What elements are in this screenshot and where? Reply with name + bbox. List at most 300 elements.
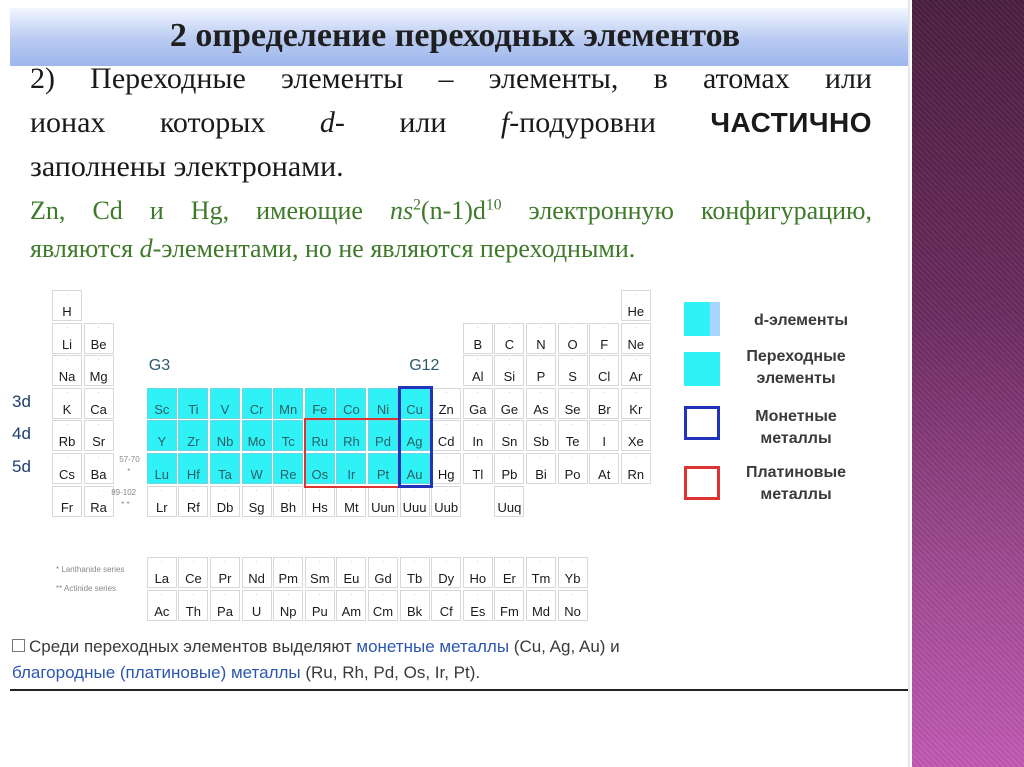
element-number-mark: · <box>255 422 258 429</box>
ac-range: 89-102 <box>111 487 137 497</box>
element-symbol: Sc <box>154 401 170 417</box>
element-number-mark: · <box>287 389 290 396</box>
element-as <box>526 388 556 419</box>
coin-metals-frame <box>398 386 434 488</box>
element-symbol: Rn <box>627 467 645 482</box>
element-number-mark: · <box>192 487 195 494</box>
element-symbol: P <box>536 369 546 385</box>
element-number-mark: · <box>508 591 511 598</box>
element-symbol: N <box>536 336 546 352</box>
element-number-mark: · <box>413 591 416 598</box>
element-number-mark: · <box>634 422 637 429</box>
element-v <box>210 388 240 419</box>
element-np <box>273 590 303 621</box>
element-sc <box>147 388 177 419</box>
element-number-mark: · <box>255 389 258 396</box>
element-nd <box>242 557 272 588</box>
element-symbol: Uuu <box>402 499 427 515</box>
exception-text-4: -элементами, но не являются переходными. <box>152 234 636 263</box>
element-number-mark: · <box>508 324 511 331</box>
legend-swatch-transition <box>684 352 720 386</box>
element-symbol: Gd <box>374 571 392 587</box>
element-symbol: Mn <box>279 401 298 417</box>
element-i <box>589 420 619 451</box>
element-number-mark: · <box>540 455 542 461</box>
element-ar <box>621 355 651 386</box>
element-number-mark: · <box>476 357 479 364</box>
element-symbol: Ho <box>469 571 487 587</box>
element-number-mark: · <box>603 324 606 331</box>
element-number-mark: · <box>413 559 416 566</box>
element-number-mark: · <box>540 389 542 396</box>
element-symbol: Cf <box>439 603 453 619</box>
element-cm <box>368 590 398 621</box>
element-symbol: Os <box>311 467 329 482</box>
element-symbol: Y <box>157 434 167 450</box>
element-ni <box>368 388 398 419</box>
element-number-mark: · <box>160 422 163 429</box>
element-symbol: Cu <box>406 401 423 417</box>
element-symbol: He <box>627 304 645 319</box>
element-se <box>558 388 588 419</box>
element-symbol: W <box>250 467 263 482</box>
element-fr <box>52 486 82 517</box>
element-rn <box>621 453 651 484</box>
element-ca <box>84 388 114 419</box>
element-xe <box>621 420 651 451</box>
element-p <box>526 355 556 386</box>
element-symbol: F <box>600 336 609 352</box>
element-hf <box>178 453 208 484</box>
element-number-mark: · <box>382 389 384 396</box>
element-number-mark: · <box>413 455 416 461</box>
element-number-mark: · <box>540 357 542 364</box>
element-symbol: Ta <box>218 467 232 482</box>
element-number-mark: · <box>350 559 353 566</box>
element-number-mark: · <box>255 487 258 494</box>
element-pr <box>210 557 240 588</box>
element-symbol: Es <box>470 603 486 619</box>
element-symbol: Kr <box>629 401 643 417</box>
element-number-mark: · <box>571 389 574 396</box>
element-c <box>494 323 524 354</box>
element-pu <box>305 590 335 621</box>
decorative-sidebar <box>912 0 1024 767</box>
element-ac <box>147 590 177 621</box>
element-h <box>52 290 82 321</box>
legend-swatch-d-elements <box>684 302 720 336</box>
element-number-mark: · <box>350 389 353 396</box>
element-symbol: Sr <box>92 434 106 450</box>
element-number-mark: · <box>445 487 448 494</box>
element-symbol: Pa <box>217 603 233 619</box>
element-symbol: I <box>602 434 606 450</box>
element-number-mark: · <box>508 389 511 396</box>
element-li <box>52 323 82 354</box>
element-number-mark: · <box>97 487 100 494</box>
ns-italic: ns <box>390 196 414 225</box>
element-ge <box>494 388 524 419</box>
element-symbol: Pu <box>311 603 328 619</box>
element-tl <box>463 453 493 484</box>
element-number-mark: · <box>160 455 163 461</box>
element-cr <box>242 388 272 419</box>
partially-bold: ЧАСТИЧНО <box>710 107 872 138</box>
element-number-mark: · <box>224 422 226 429</box>
definition-line-1 <box>30 64 872 94</box>
element-number-mark: · <box>508 559 511 566</box>
note-text-2: (Cu, Ag, Au) и <box>509 637 620 656</box>
element-pb <box>494 453 524 484</box>
element-symbol: Pd <box>375 434 391 450</box>
element-symbol: Zr <box>187 434 200 450</box>
element-symbol: Rh <box>343 434 360 450</box>
element-symbol: Pr <box>218 571 232 587</box>
element-uuu <box>400 486 430 517</box>
element-number-mark: · <box>224 487 226 494</box>
element-number-mark: · <box>318 591 321 598</box>
element-number-mark: · <box>540 591 542 598</box>
element-number-mark: · <box>382 591 384 598</box>
element-number-mark: · <box>476 389 479 396</box>
element-te <box>558 420 588 451</box>
element-number-mark: · <box>318 389 321 396</box>
element-symbol: Ge <box>500 401 519 417</box>
element-symbol: Cr <box>249 401 264 417</box>
exception-text-1: Zn, Cd и Hg, имеющие <box>30 196 390 225</box>
element-number-mark: · <box>66 357 68 364</box>
note-text-3: (Ru, Rh, Pd, Os, Ir, Pt). <box>300 663 481 682</box>
element-number-mark: · <box>160 559 163 566</box>
element-symbol: Tl <box>472 467 484 482</box>
element-symbol: Fr <box>60 499 74 515</box>
element-number-mark: · <box>413 389 416 396</box>
element-symbol: Ga <box>469 401 487 417</box>
element-sm <box>305 557 335 588</box>
note-noble-metals: благородные (платиновые) металлы <box>12 663 301 682</box>
element-symbol: Yb <box>564 571 581 587</box>
element-er <box>494 557 524 588</box>
element-number-mark: · <box>224 455 226 461</box>
element-number-mark: · <box>508 487 511 494</box>
element-symbol: Ne <box>627 336 645 352</box>
element-symbol: Th <box>185 603 201 619</box>
element-number-mark: · <box>255 591 258 598</box>
element-symbol: No <box>564 603 581 619</box>
element-symbol: Ce <box>185 571 202 587</box>
element-symbol: Md <box>531 603 551 619</box>
element-la <box>147 557 177 588</box>
element-symbol: Hs <box>311 499 328 515</box>
element-symbol: In <box>472 434 484 450</box>
element-db <box>210 486 240 517</box>
element-symbol: Si <box>503 369 516 385</box>
element-uub <box>431 486 461 517</box>
element-symbol: Ag <box>406 434 423 450</box>
element-symbol: La <box>154 571 170 587</box>
element-si <box>494 355 524 386</box>
element-symbol: H <box>62 304 72 319</box>
element-cs <box>52 453 82 484</box>
element-dy <box>431 557 461 588</box>
element-symbol: Bi <box>535 467 547 482</box>
element-number-mark: · <box>571 357 574 364</box>
element-am <box>336 590 366 621</box>
element-number-mark: · <box>318 455 321 461</box>
element-symbol: Dy <box>438 571 455 587</box>
element-zn <box>431 388 461 419</box>
element-symbol: K <box>62 401 72 417</box>
f-italic: f <box>500 106 510 139</box>
element-symbol: Bh <box>280 499 297 515</box>
element-number-mark: · <box>634 292 637 298</box>
element-symbol: Nd <box>248 571 265 587</box>
element-no <box>558 590 588 621</box>
element-sb <box>526 420 556 451</box>
element-number-mark: · <box>571 455 574 461</box>
element-symbol: Re <box>279 467 297 482</box>
element-symbol: Li <box>61 336 73 352</box>
element-he <box>621 290 651 321</box>
element-tb <box>400 557 430 588</box>
element-number-mark: · <box>476 559 479 566</box>
element-tc <box>273 420 303 451</box>
element-yb <box>558 557 588 588</box>
element-symbol: Hg <box>437 467 455 482</box>
element-bi <box>526 453 556 484</box>
note-coin-metals: монетные металлы <box>356 637 510 656</box>
element-number-mark: · <box>192 422 195 429</box>
element-kr <box>621 388 651 419</box>
legend-label-platinum: Платиновые металлы <box>745 464 847 503</box>
element-number-mark: · <box>224 559 226 566</box>
element-bk <box>400 590 430 621</box>
element-symbol: Rb <box>58 434 76 450</box>
element-cl <box>589 355 619 386</box>
element-ta <box>210 453 240 484</box>
period-label-5d: 5d <box>12 457 31 476</box>
element-fe <box>305 388 335 419</box>
element-number-mark: · <box>224 591 226 598</box>
element-s <box>558 355 588 386</box>
element-na <box>52 355 82 386</box>
legend-swatch-platinum <box>684 466 720 500</box>
element-symbol: Sn <box>501 434 518 450</box>
element-number-mark: · <box>224 389 226 396</box>
element-number-mark: · <box>445 591 448 598</box>
element-number-mark: · <box>413 422 416 429</box>
definition-text-1: 2) Переходные элементы – элементы, в атомах или <box>30 62 872 95</box>
element-uun <box>368 486 398 517</box>
element-symbol: Te <box>565 434 580 450</box>
element-number-mark: · <box>97 357 100 364</box>
element-nb <box>210 420 240 451</box>
element-number-mark: · <box>634 455 637 461</box>
element-number-mark: · <box>318 487 321 494</box>
element-number-mark: · <box>318 559 321 566</box>
element-number-mark: · <box>603 455 606 461</box>
period-label-3d: 3d <box>12 391 31 411</box>
exception-line-1 <box>30 198 872 224</box>
element-symbol: Pm <box>278 571 298 587</box>
element-ra <box>84 486 114 517</box>
element-re <box>273 453 303 484</box>
element-number-mark: · <box>571 559 574 566</box>
element-mn <box>273 388 303 419</box>
element-symbol: Ba <box>90 467 107 482</box>
element-zr <box>178 420 208 451</box>
legend-label-transition: Переходные элементы <box>746 348 846 387</box>
element-number-mark: · <box>445 559 448 566</box>
element-gd <box>368 557 398 588</box>
element-number-mark: · <box>476 324 479 331</box>
sup-2: 2 <box>413 196 421 214</box>
element-number-mark: · <box>287 559 290 566</box>
element-number-mark: · <box>287 487 290 494</box>
element-symbol: Lr <box>156 499 168 515</box>
definition-line-3 <box>30 152 872 182</box>
element-number-mark: · <box>192 559 195 566</box>
d-italic-2: d <box>139 234 153 263</box>
element-y <box>147 420 177 451</box>
element-number-mark: · <box>160 591 163 598</box>
element-number-mark: · <box>508 422 511 429</box>
actinide-star: * * <box>121 499 130 509</box>
element-symbol: Ac <box>154 603 170 619</box>
element-symbol: Ti <box>188 401 199 417</box>
element-hg <box>431 453 461 484</box>
actinide-note: ** Actinide series <box>56 583 117 593</box>
element-co <box>336 388 366 419</box>
element-po <box>558 453 588 484</box>
element-symbol: Au <box>406 467 423 482</box>
exception-text-2: электронную конфигурацию, <box>501 196 872 225</box>
element-number-mark: · <box>603 422 606 429</box>
element-number-mark: · <box>445 422 448 429</box>
element-number-mark: · <box>160 389 163 396</box>
period-label-4d: 4d <box>12 424 31 444</box>
element-al <box>463 355 493 386</box>
element-number-mark: · <box>540 559 542 566</box>
sup-10: 10 <box>485 196 502 214</box>
element-symbol: Tb <box>407 571 423 587</box>
element-symbol: Cl <box>598 369 611 385</box>
element-number-mark: · <box>255 455 258 461</box>
element-ba <box>84 453 114 484</box>
element-number-mark: · <box>382 455 384 461</box>
element-symbol: Er <box>502 571 516 587</box>
element-symbol: Ra <box>90 499 107 515</box>
definition-line-2 <box>30 108 872 138</box>
element-number-mark: · <box>350 455 353 461</box>
element-symbol: O <box>567 336 578 352</box>
element-number-mark: · <box>350 591 353 598</box>
element-number-mark: · <box>66 389 68 396</box>
element-br <box>589 388 619 419</box>
element-symbol: Uub <box>434 499 459 515</box>
bottom-note <box>12 634 892 686</box>
bullet-box-icon <box>12 639 25 652</box>
element-number-mark: · <box>445 455 448 461</box>
element-mt <box>336 486 366 517</box>
element-number-mark: · <box>508 455 511 461</box>
element-fm <box>494 590 524 621</box>
element-lr <box>147 486 177 517</box>
element-number-mark: · <box>476 455 479 461</box>
element-number-mark: · <box>192 389 195 396</box>
frame-line <box>908 0 910 767</box>
element-number-mark: · <box>66 455 68 461</box>
element-number-mark: · <box>66 422 68 429</box>
element-mo <box>242 420 272 451</box>
element-number-mark: · <box>192 455 195 461</box>
bottom-rule <box>10 689 908 691</box>
paren-config: (n-1)d <box>420 196 486 225</box>
element-at <box>589 453 619 484</box>
element-symbol: Lu <box>154 467 170 482</box>
element-symbol: Sg <box>248 499 265 515</box>
element-number-mark: · <box>382 422 384 429</box>
element-number-mark: · <box>603 357 606 364</box>
element-symbol: Bk <box>407 603 423 619</box>
element-ho <box>463 557 493 588</box>
element-number-mark: · <box>287 455 290 461</box>
element-symbol: B <box>473 336 483 352</box>
element-symbol: Tm <box>531 571 551 587</box>
lanthanide-star: * <box>127 467 131 476</box>
element-symbol: As <box>533 401 549 417</box>
element-symbol: Br <box>597 401 611 417</box>
element-number-mark: · <box>287 591 290 598</box>
element-symbol: Tc <box>281 434 295 450</box>
element-n <box>526 323 556 354</box>
element-symbol: Nb <box>216 434 234 450</box>
element-number-mark: · <box>634 324 637 331</box>
element-number-mark: · <box>97 455 100 461</box>
element-number-mark: · <box>540 324 542 331</box>
element-symbol: V <box>220 401 230 417</box>
element-number-mark: · <box>192 591 195 598</box>
element-pa <box>210 590 240 621</box>
element-f <box>589 323 619 354</box>
element-cf <box>431 590 461 621</box>
element-symbol: Zn <box>438 401 454 417</box>
periodic-table <box>0 280 680 620</box>
element-symbol: Fe <box>312 401 328 417</box>
legend-swatch-coin <box>684 406 720 440</box>
element-symbol: S <box>568 369 577 385</box>
element-number-mark: · <box>603 389 606 396</box>
element-th <box>178 590 208 621</box>
exception-line-2 <box>30 236 872 262</box>
element-symbol: Db <box>216 499 234 515</box>
element-number-mark: · <box>66 324 68 331</box>
element-cd <box>431 420 461 451</box>
element-number-mark: · <box>318 422 321 429</box>
element-symbol: Ca <box>90 401 107 417</box>
element-symbol: Rf <box>186 499 200 515</box>
element-symbol: Am <box>341 603 362 619</box>
element-b <box>463 323 493 354</box>
element-symbol: Cs <box>59 467 75 482</box>
definition-text-2a: ионах которых <box>30 106 320 139</box>
element-symbol: Na <box>58 369 76 385</box>
element-symbol: Fm <box>500 603 519 619</box>
legend-label-d-elements: d-элементы <box>753 312 849 329</box>
element-hs <box>305 486 335 517</box>
group-label-g3: G3 <box>148 357 171 375</box>
element-w <box>242 453 272 484</box>
